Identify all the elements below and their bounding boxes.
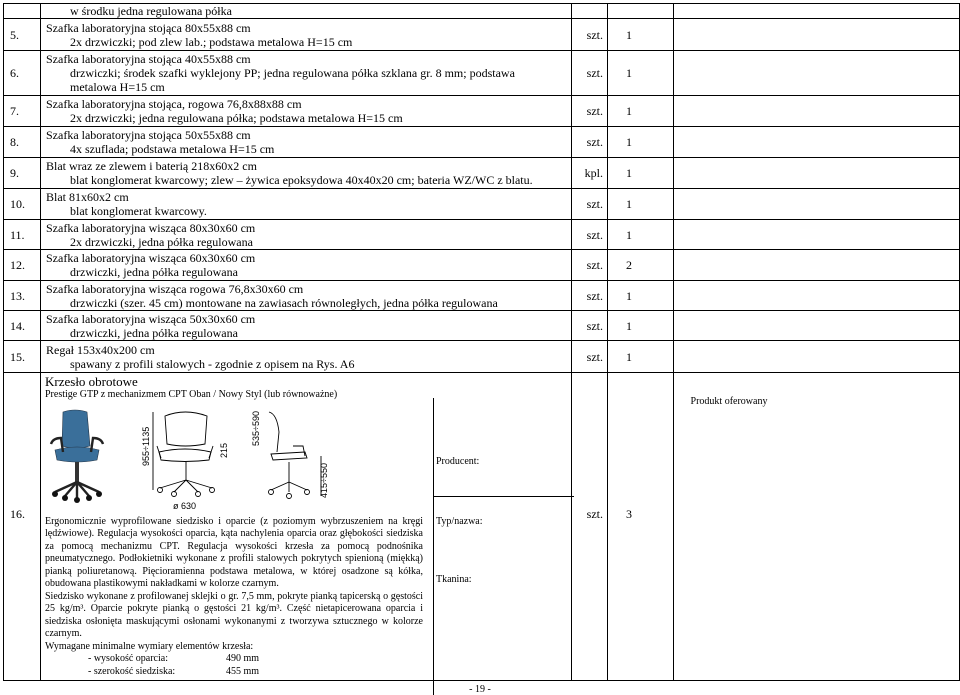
item-title: Szafka laboratoryjna stojąca 40x55x88 cm [46, 52, 251, 66]
offer-cell [674, 281, 960, 311]
item-title: Szafka laboratoryjna wisząca 50x30x60 cm [46, 311, 256, 326]
item-title: Szafka laboratoryjna stojąca 50x55x88 cm [46, 128, 251, 142]
table-row [4, 220, 960, 250]
offer-cell [674, 127, 960, 158]
page-number: - 19 - [469, 684, 491, 695]
item-title: Szafka laboratoryjna wisząca 80x30x60 cm [46, 220, 256, 235]
item-title: Szafka laboratoryjna stojąca 80x55x88 cm [46, 20, 251, 35]
table-row [4, 311, 960, 341]
offer-cell [674, 311, 960, 341]
item-description [41, 4, 572, 19]
table-row [4, 4, 960, 19]
item-line: drzwiczki (szer. 45 cm) montowane na zawiasach równoległych, jedna półka regulowana [70, 295, 498, 310]
quantity: 1 [608, 281, 674, 311]
unit: szt. [572, 19, 608, 51]
unit [572, 4, 608, 19]
quantity: 1 [608, 220, 674, 250]
offer-cell [674, 189, 960, 220]
offer-cell [674, 19, 960, 51]
min-value: 455 mm [226, 665, 260, 677]
unit: szt. [572, 250, 608, 281]
offer-cell [674, 51, 960, 96]
min-label: - wysokość oparcia: [88, 653, 168, 664]
offer-cell [674, 158, 960, 189]
min-dimension [45, 666, 423, 679]
min-label: - szerokość siedziska: [88, 665, 176, 677]
item-number: 7. [4, 96, 41, 127]
unit: szt. [572, 51, 608, 96]
item-number: 15. [4, 341, 41, 373]
quantity: 1 [608, 311, 674, 341]
item-title: Blat 81x60x2 cm [46, 190, 129, 204]
item-line: w środku jedna regulowana półka [70, 4, 232, 18]
item-title: Regał 153x40x200 cm [46, 342, 155, 357]
item-line: 2x drzwiczki, jedna półka regulowana [70, 234, 253, 249]
item-line: blat konglomerat kwarcowy. [70, 204, 207, 218]
item-line: blat konglomerat kwarcowy; zlew – żywica epoksydowa 40x40x20 cm; bateria WZ/WC z blatu. [70, 173, 533, 187]
item-number: 6. [4, 51, 41, 96]
item-subtitle: Prestige GTP z mechanizmem CPT Oban / Nowy Styl (lub równoważne) [45, 389, 338, 400]
unit: szt. [572, 373, 608, 681]
chair-description [45, 516, 423, 679]
item-number: 12. [4, 250, 41, 281]
quantity: 1 [608, 19, 674, 51]
item-title: Szafka laboratoryjna wisząca rogowa 76,8x30x60 cm [46, 281, 304, 296]
unit: kpl. [572, 158, 608, 189]
svg-text:955÷1135: 955÷1135 [141, 426, 151, 466]
item-line: 2x drzwiczki; jedna regulowana półka; podstawa metalowa H=15 cm [70, 111, 403, 125]
offer-cell [674, 4, 960, 19]
svg-text:535÷590: 535÷590 [251, 410, 261, 446]
offer-cell [674, 220, 960, 250]
item-title: Blat wraz ze zlewem i baterią 218x60x2 cm [46, 159, 257, 173]
quantity: 1 [608, 341, 674, 373]
item-line: 2x drzwiczki; pod zlew lab.; podstawa metalowa H=15 cm [70, 34, 353, 49]
item-number: 9. [4, 158, 41, 189]
item-line: drzwiczki, jedna półka regulowana [70, 325, 238, 340]
item-line: drzwiczki, jedna półka regulowana [70, 265, 238, 279]
item-description [41, 341, 572, 373]
unit: szt. [572, 311, 608, 341]
offer-block [674, 373, 959, 669]
item-description [41, 250, 572, 281]
item-description [41, 220, 572, 250]
table-row [4, 189, 960, 220]
item-title: Szafka laboratoryjna stojąca, rogowa 76,8x88x88 cm [46, 97, 302, 111]
table-row [4, 127, 960, 158]
offer-overlay [433, 398, 574, 695]
quantity: 1 [608, 51, 674, 96]
item-number: 5. [4, 19, 41, 51]
quantity: 1 [608, 158, 674, 189]
chair-front-drawing [141, 412, 229, 510]
quantity: 1 [608, 96, 674, 127]
item-line: drzwiczki; środek szafki wyklejony PP; jedna regulowana półka szklana gr. 8 mm; podstawa [70, 66, 515, 80]
item-description [41, 311, 572, 341]
fabric-label: Tkanina: [436, 574, 472, 585]
item-number: 10. [4, 189, 41, 220]
offered-product-header: Produkt oferowany [690, 396, 768, 407]
unit: szt. [572, 281, 608, 311]
table-row [4, 51, 960, 96]
unit: szt. [572, 96, 608, 127]
item-description [41, 96, 572, 127]
svg-text:ø 630: ø 630 [173, 500, 197, 510]
unit: szt. [572, 341, 608, 373]
offer-cell [674, 96, 960, 127]
item-description [41, 19, 572, 51]
table-row [4, 19, 960, 51]
item-number: 11. [4, 220, 41, 250]
producer-label: Producent: [436, 456, 480, 467]
item-line: 4x szuflada; podstawa metalowa H=15 cm [70, 142, 275, 156]
table-row [4, 250, 960, 281]
offer-separator [434, 496, 574, 497]
item-number: 8. [4, 127, 41, 158]
offer-cell [674, 341, 960, 373]
desc-paragraph: Ergonomicznie wyprofilowane siedzisko i oparcie (z poziomym wybrzuszeniem na kręgi lędźwiowe). Regulacja wysokości oparcia, kąta nachylenia oparcia oraz głębokości siedziska za pomocą mechanizmu CPT. Regulacja wysokości krzesła za pomocą podnośnika pneumatycznego. Podłokietniki wykonane z profili stalowych pokrytych spienioną (miękką) pianką poliuretanową. Pięcioramienna podstawa metalowa, w której osadzone są kółka, obudowana plastikowymi nakładkami w kolorze czarnym. [45, 515, 423, 589]
chair-photo [51, 410, 103, 503]
quantity: 2 [608, 250, 674, 281]
item-line: spawany z profili stalowych - zgodnie z opisem na Rys. A6 [70, 356, 355, 371]
unit: szt. [572, 220, 608, 250]
item-description [41, 158, 572, 189]
offer-cell [674, 250, 960, 281]
item-description [41, 281, 572, 311]
quantity [608, 4, 674, 19]
item-title: Krzesło obrotowe [45, 374, 138, 389]
unit: szt. [572, 189, 608, 220]
svg-text:215: 215 [219, 442, 229, 458]
desc-paragraph: Siedzisko wykonane z profilowanej sklejki o gr. 7,5 mm, pokryte pianką tapicerską o gęstości 25 kg/m³. Oparcie pokryte pianką o gęstości 21 kg/m³. Część nietapicerowana oparcia i siedziska osłonięta maskującymi osłonami wykonanymi z tworzywa sztucznego w kolorze czarnym. [45, 590, 423, 639]
unit: szt. [572, 127, 608, 158]
svg-text:415÷550: 415÷550 [319, 462, 329, 498]
chair-side-drawing [251, 411, 329, 498]
chair-illustration [45, 406, 375, 510]
item-title: Szafka laboratoryjna wisząca 60x30x60 cm [46, 251, 256, 265]
quantity: 1 [608, 127, 674, 158]
quantity: 3 [608, 373, 674, 681]
item-number: 13. [4, 281, 41, 311]
item-number: 16. [4, 373, 41, 681]
min-dimension [45, 653, 423, 666]
item-description [41, 127, 572, 158]
min-value: 490 mm [226, 653, 260, 664]
table-row [4, 158, 960, 189]
item-number [4, 4, 41, 19]
quantity: 1 [608, 189, 674, 220]
table-row [4, 281, 960, 311]
type-name-label: Typ/nazwa: [436, 516, 483, 527]
table-row [4, 96, 960, 127]
item-description [41, 189, 572, 220]
item-number: 14. [4, 311, 41, 341]
item-description [41, 51, 572, 96]
table-row [4, 341, 960, 373]
item-line: metalowa H=15 cm [70, 80, 165, 94]
desc-paragraph: Wymagane minimalne wymiary elementów krzesła: [45, 640, 254, 652]
offer-cell [674, 373, 960, 681]
